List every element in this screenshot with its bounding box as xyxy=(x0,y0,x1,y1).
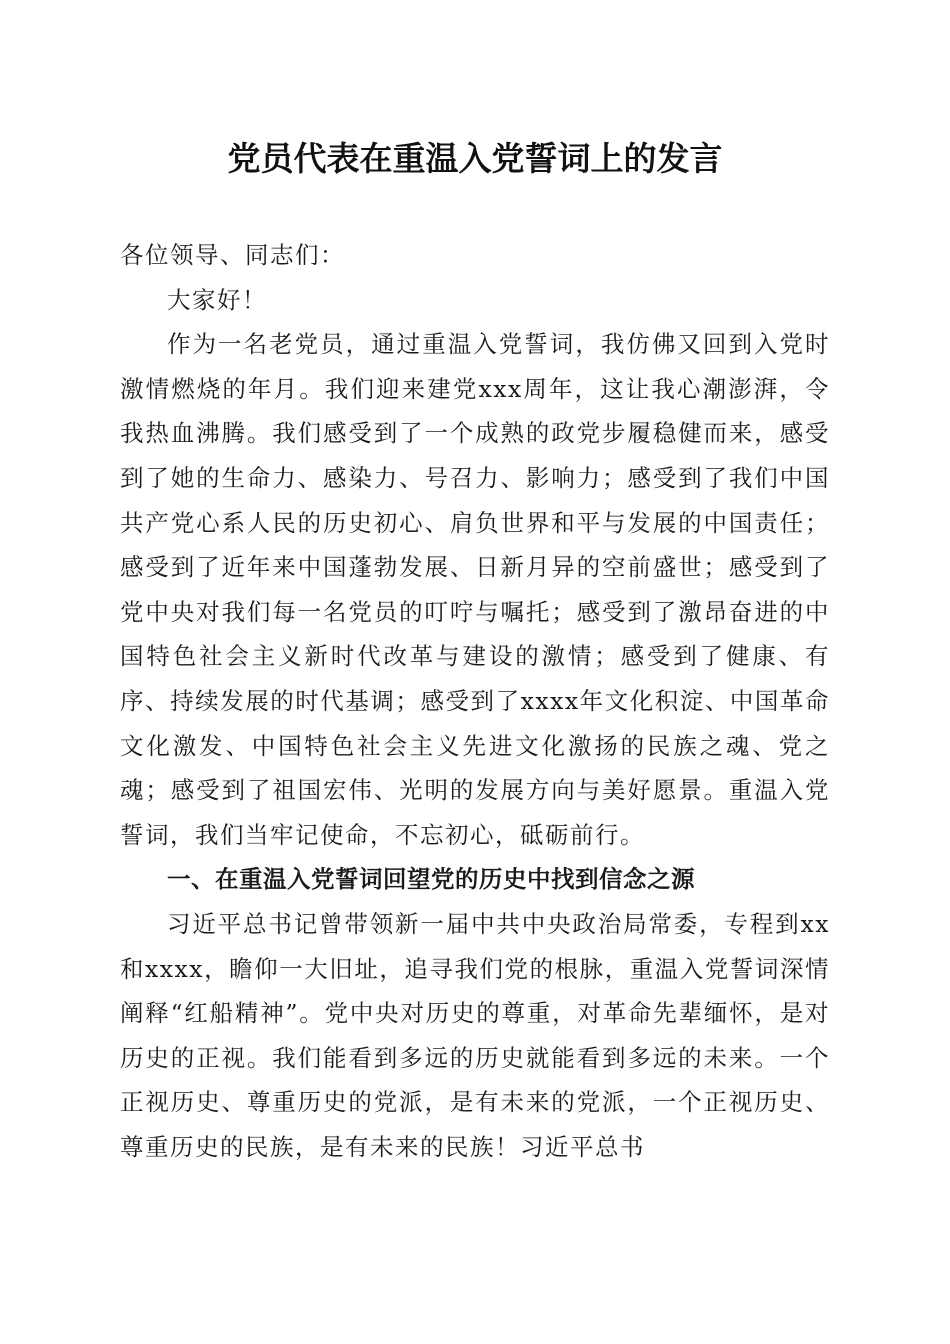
paragraph-section-1: 习近平总书记曾带领新一届中共中央政治局常委，专程到xx和xxxx，瞻仰一大旧址，追寻我们党的根脉，重温入党誓词深情阐释“红船精神”。党中央对历史的尊重，对革命先辈缅怀，是对历史的正视。我们能看到多远的历史就能看到多远的未来。一个正视历史、尊重历史的党派，是有未来的党派，一个正视历史、尊重历史的民族，是有未来的民族！习近平总书 xyxy=(120,909,830,1161)
greeting: 大家好！ xyxy=(167,285,267,314)
section-heading-1: 一、在重温入党誓词回望党的历史中找到信念之源 xyxy=(167,865,695,894)
paragraph-intro: 作为一名老党员，通过重温入党誓词，我仿佛又回到入党时激情燃烧的年月。我们迎来建党xxx周年，这让我心潮澎湃，令我热血沸腾。我们感受到了一个成熟的政党步履稳健而来，感受到了她的生命力、感染力、号召力、影响力；感受到了我们中国共产党心系人民的历史初心、肩负世界和平与发展的中国责任；感受到了近年来中国蓬勃发展、日新月异的空前盛世；感受到了党中央对我们每一名党员的叮咛与嘱托；感受到了激昂奋进的中国特色社会主义新时代改革与建设的激情；感受到了健康、有序、持续发展的时代基调；感受到了xxxx年文化积淀、中国革命文化激发、中国特色社会主义先进文化激扬的民族之魂、党之魂；感受到了祖国宏伟、光明的发展方向与美好愿景。重温入党誓词，我们当牢记使命，不忘初心，砥砺前行。 xyxy=(120,330,830,849)
document-title: 党员代表在重温入党誓词上的发言 xyxy=(227,139,723,178)
salutation: 各位领导、同志们： xyxy=(120,241,345,269)
document-body xyxy=(120,233,830,1169)
